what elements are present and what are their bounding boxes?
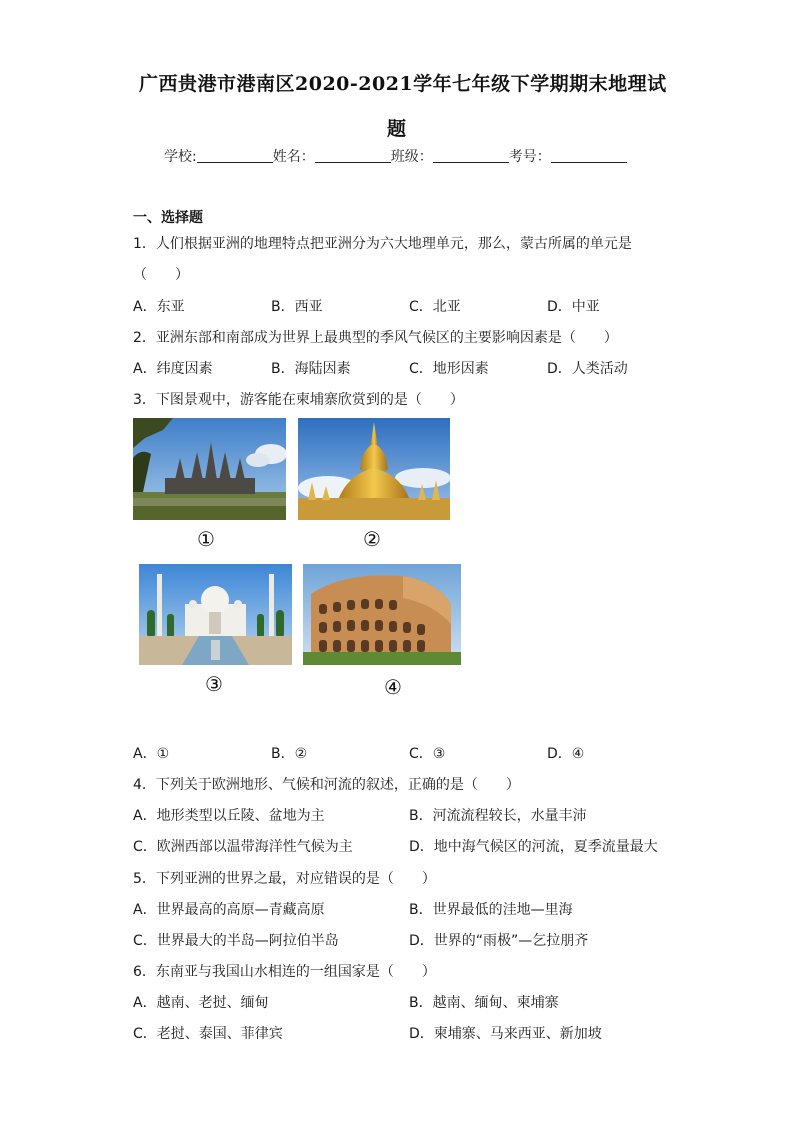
class-label: 班级： bbox=[390, 149, 433, 165]
page-title: 广西贵港市港南区2020-2021学年七年级下学期期末地理试 bbox=[139, 73, 667, 95]
question-3-option-b[interactable]: B．② bbox=[271, 746, 308, 762]
question-4-stem: 4．下列关于欧洲地形、气候和河流的叙述，正确的是（ ） bbox=[133, 777, 520, 793]
name-field[interactable] bbox=[315, 148, 391, 163]
school-label: 学校: bbox=[164, 149, 197, 165]
question-6-option-d[interactable]: D．柬埔寨、马来西亚、新加坡 bbox=[409, 1026, 602, 1042]
image-label-2: ② bbox=[363, 527, 381, 551]
taj-mahal-photo bbox=[139, 564, 292, 665]
question-1-stem-continued: （ ） bbox=[133, 267, 189, 283]
question-2-option-a[interactable]: A．纬度因素 bbox=[133, 361, 213, 377]
question-3-option-a[interactable]: A．① bbox=[133, 746, 170, 762]
class-field[interactable] bbox=[433, 148, 509, 163]
image-label-3: ③ bbox=[205, 672, 223, 696]
question-3-stem: 3．下图景观中，游客能在柬埔寨欣赏到的是（ ） bbox=[133, 392, 464, 408]
question-5-option-c[interactable]: C．世界最大的半岛—阿拉伯半岛 bbox=[133, 933, 339, 949]
colosseum-photo bbox=[303, 564, 461, 665]
golden-pagoda-photo bbox=[298, 418, 450, 520]
student-info-row bbox=[164, 146, 627, 166]
image-label-1: ① bbox=[197, 527, 215, 551]
question-1-option-b[interactable]: B．西亚 bbox=[271, 299, 323, 315]
question-1-stem: 1．人们根据亚洲的地理特点把亚洲分为六大地理单元，那么，蒙古所属的单元是 bbox=[133, 236, 632, 252]
question-1-option-a[interactable]: A．东亚 bbox=[133, 299, 185, 315]
question-4-option-b[interactable]: B．河流流程较长，水量丰沛 bbox=[409, 808, 587, 824]
question-5-option-d[interactable]: D．世界的“雨极”—乞拉朋齐 bbox=[409, 933, 589, 949]
name-label: 姓名： bbox=[272, 149, 315, 165]
exam-number-field[interactable] bbox=[551, 148, 627, 163]
question-5-stem: 5．下列亚洲的世界之最，对应错误的是（ ） bbox=[133, 871, 436, 887]
question-1-option-d[interactable]: D．中亚 bbox=[547, 299, 600, 315]
question-2-option-b[interactable]: B．海陆因素 bbox=[271, 361, 351, 377]
section-heading: 一、选择题 bbox=[133, 210, 203, 226]
question-3-option-d[interactable]: D．④ bbox=[547, 746, 585, 762]
question-4-option-c[interactable]: C．欧洲西部以温带海洋性气候为主 bbox=[133, 839, 353, 855]
question-5-option-a[interactable]: A．世界最高的高原—青藏高原 bbox=[133, 902, 325, 918]
image-label-4: ④ bbox=[384, 675, 402, 699]
question-5-option-b[interactable]: B．世界最低的洼地—里海 bbox=[409, 902, 573, 918]
question-1-option-c[interactable]: C．北亚 bbox=[409, 299, 461, 315]
question-6-option-c[interactable]: C．老挝、泰国、菲律宾 bbox=[133, 1026, 283, 1042]
exam-number-label: 考号： bbox=[508, 149, 551, 165]
question-2-stem: 2．亚洲东部和南部成为世界上最典型的季风气候区的主要影响因素是（ ） bbox=[133, 330, 618, 346]
angkor-wat-photo bbox=[133, 418, 286, 520]
school-field[interactable] bbox=[197, 148, 273, 163]
question-6-option-b[interactable]: B．越南、缅甸、柬埔寨 bbox=[409, 995, 559, 1011]
question-6-stem: 6．东南亚与我国山水相连的一组国家是（ ） bbox=[133, 964, 436, 980]
question-2-option-d[interactable]: D．人类活动 bbox=[547, 361, 628, 377]
question-4-option-a[interactable]: A．地形类型以丘陵、盆地为主 bbox=[133, 808, 325, 824]
question-2-option-c[interactable]: C．地形因素 bbox=[409, 361, 489, 377]
question-6-option-a[interactable]: A．越南、老挝、缅甸 bbox=[133, 995, 269, 1011]
question-3-option-c[interactable]: C．③ bbox=[409, 746, 446, 762]
question-4-option-d[interactable]: D．地中海气候区的河流，夏季流量最大 bbox=[409, 839, 658, 855]
page-title-continuation: 题 bbox=[387, 118, 407, 140]
